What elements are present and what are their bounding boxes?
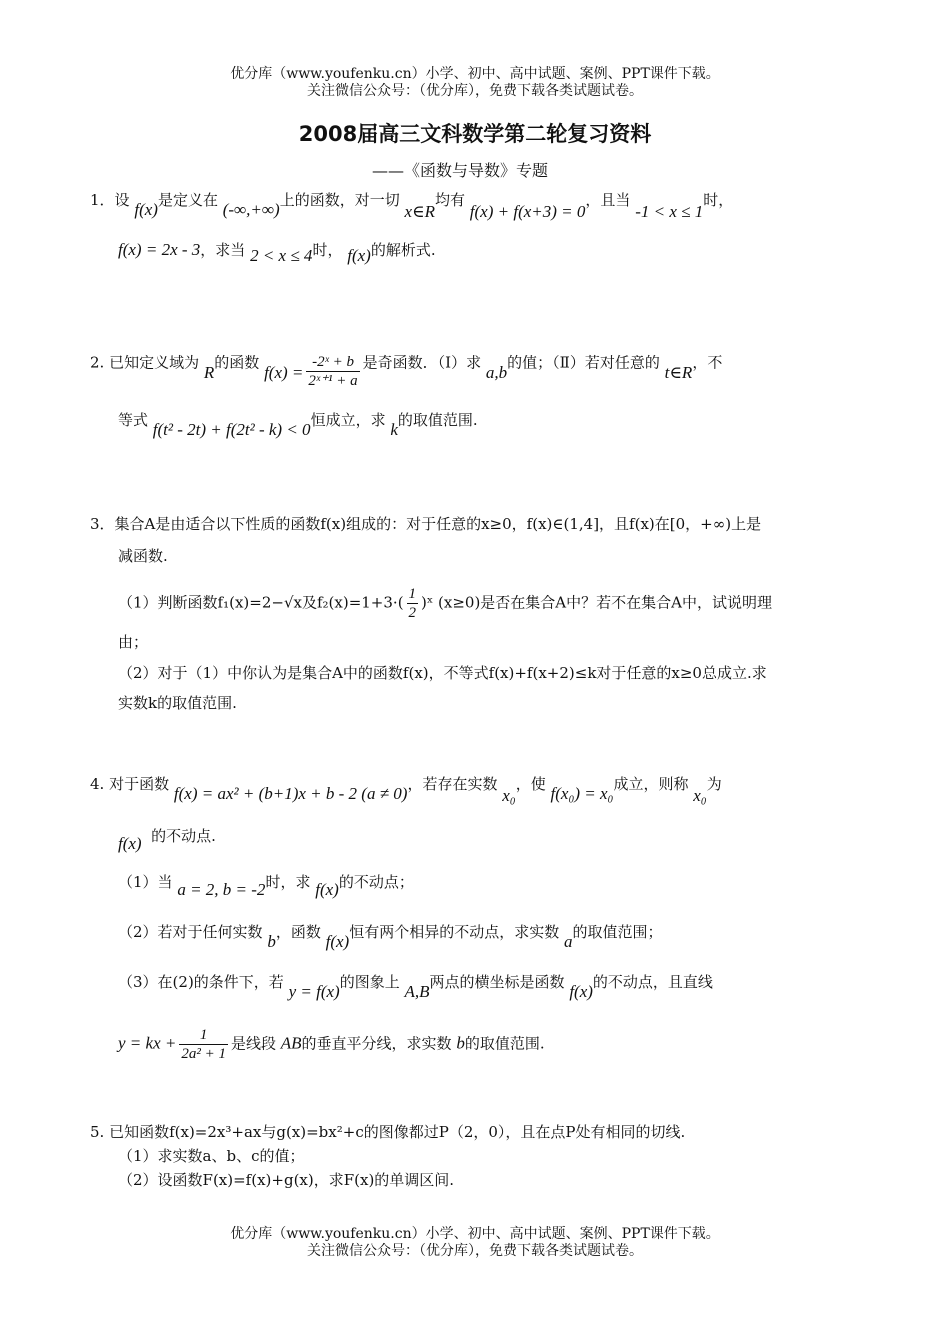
question-4-part-3-cont: y = kx + $\frac{1}{\text{2a² + 1}}$ 是线段 AB的垂直平分线，求实数 b的取值范围. [118,1027,545,1062]
document-title: 2008届高三文科数学第二轮复习资料 [298,122,652,146]
question-4-part-1: （1）当 a = 2, b = -2时，求 f(x)的不动点； [118,873,414,899]
q3-half-fraction: $\frac{1}{2}$ [408,586,417,621]
question-3-part-2-cont: 实数k的取值范围. [118,694,237,712]
q4-perp-fraction: $\frac{1}{\text{2a² + 1}}$ [181,1027,226,1062]
question-5-line-1: 5. 已知函数f(x)=2x³+ax与g(x)=bx²+c的图像都过P（2，0），且在点P处有相同的切线. [90,1123,686,1141]
question-4-line-1: 4. 对于函数 f(x) = ax² + (b+1)x + b - 2 (a ≠ 0)，若存在实数 x₀，使 f(x₀) = x₀成立，则称 x₀为 [90,775,722,805]
page-footer [0,1226,950,1260]
question-4-part-2: （2）若对于任何实数 b，函数 f(x)恒有两个相异的不动点，求实数 a的取值范围； [118,923,663,951]
question-3-part-2: （2）对于（1）中你认为是集合A中的函数f(x)，不等式f(x)+f(x+2)≤k对于任意的x≥0总成立.求 [118,664,767,682]
question-3-line-1: 3．集合A是由适合以下性质的函数f(x)组成的：对于任意的x≥0，f(x)∈(1,4]，且f(x)在[0，+∞)上是 [90,515,762,533]
q2-fraction: $\frac{\text{-2ˣ + b}}{\text{2ˣ⁺¹ + a}}$ [308,354,358,389]
footer-line-1: 优分库（www.youfenku.cn）小学、初中、高中试题、案例、PPT课件下载。 [230,1226,720,1242]
question-5-part-1: （1）求实数a、b、c的值； [118,1147,305,1165]
question-3-line-2: 减函数. [118,547,168,565]
question-1-line-2: f(x) = 2x - 3，求当 2 < x ≤ 4时， f(x)的解析式. [118,240,436,265]
question-4-line-2: f(x) 的不动点. [118,827,216,853]
question-4-part-3: （3）在(2)的条件下，若 y = f(x)的图象上 A,B两点的横坐标是函数 f(x)的不动点，且直线 [118,973,713,1001]
question-2-line-1: 2. 已知定义域为 R的函数 f(x) = $\frac{\text{-2ˣ + b}}{\text{2ˣ⁺¹ + a}}$ 是奇函数．（Ⅰ）求 a,b的值；（Ⅱ）若对任意的 t∈R，不 [90,353,723,389]
question-3-part-1-cont: 由； [118,633,149,651]
question-5-part-2: （2）设函数F(x)=f(x)+g(x)，求F(x)的单调区间. [118,1171,455,1189]
footer-line-2: 关注微信公众号：（优分库），免费下载各类试题试卷。 [307,1243,643,1259]
header-line-2: 关注微信公众号：（优分库），免费下载各类试题试卷。 [307,83,643,99]
question-3-part-1: （1）判断函数f₁(x)=2−√x及f₂(x)=1+3·( $\frac{1}{2}$ )ˣ (x≥0)是否在集合A中？若不在集合A中，试说明理 [118,586,772,621]
question-1-line-1: 1．设 f(x)是定义在 (-∞,+∞)上的函数，对一切 x∈R均有 f(x) + f(x+3) = 0，且当 -1 < x ≤ 1时， [90,191,734,221]
document-subtitle: ——《函数与导数》专题 [372,161,549,180]
question-2-line-2: 等式 f(t² - 2t) + f(2t² - k) < 0恒成立，求 k的取值范围. [118,411,478,439]
header-line-1: 优分库（www.youfenku.cn）小学、初中、高中试题、案例、PPT课件下载。 [230,66,720,82]
page-header [0,66,950,100]
